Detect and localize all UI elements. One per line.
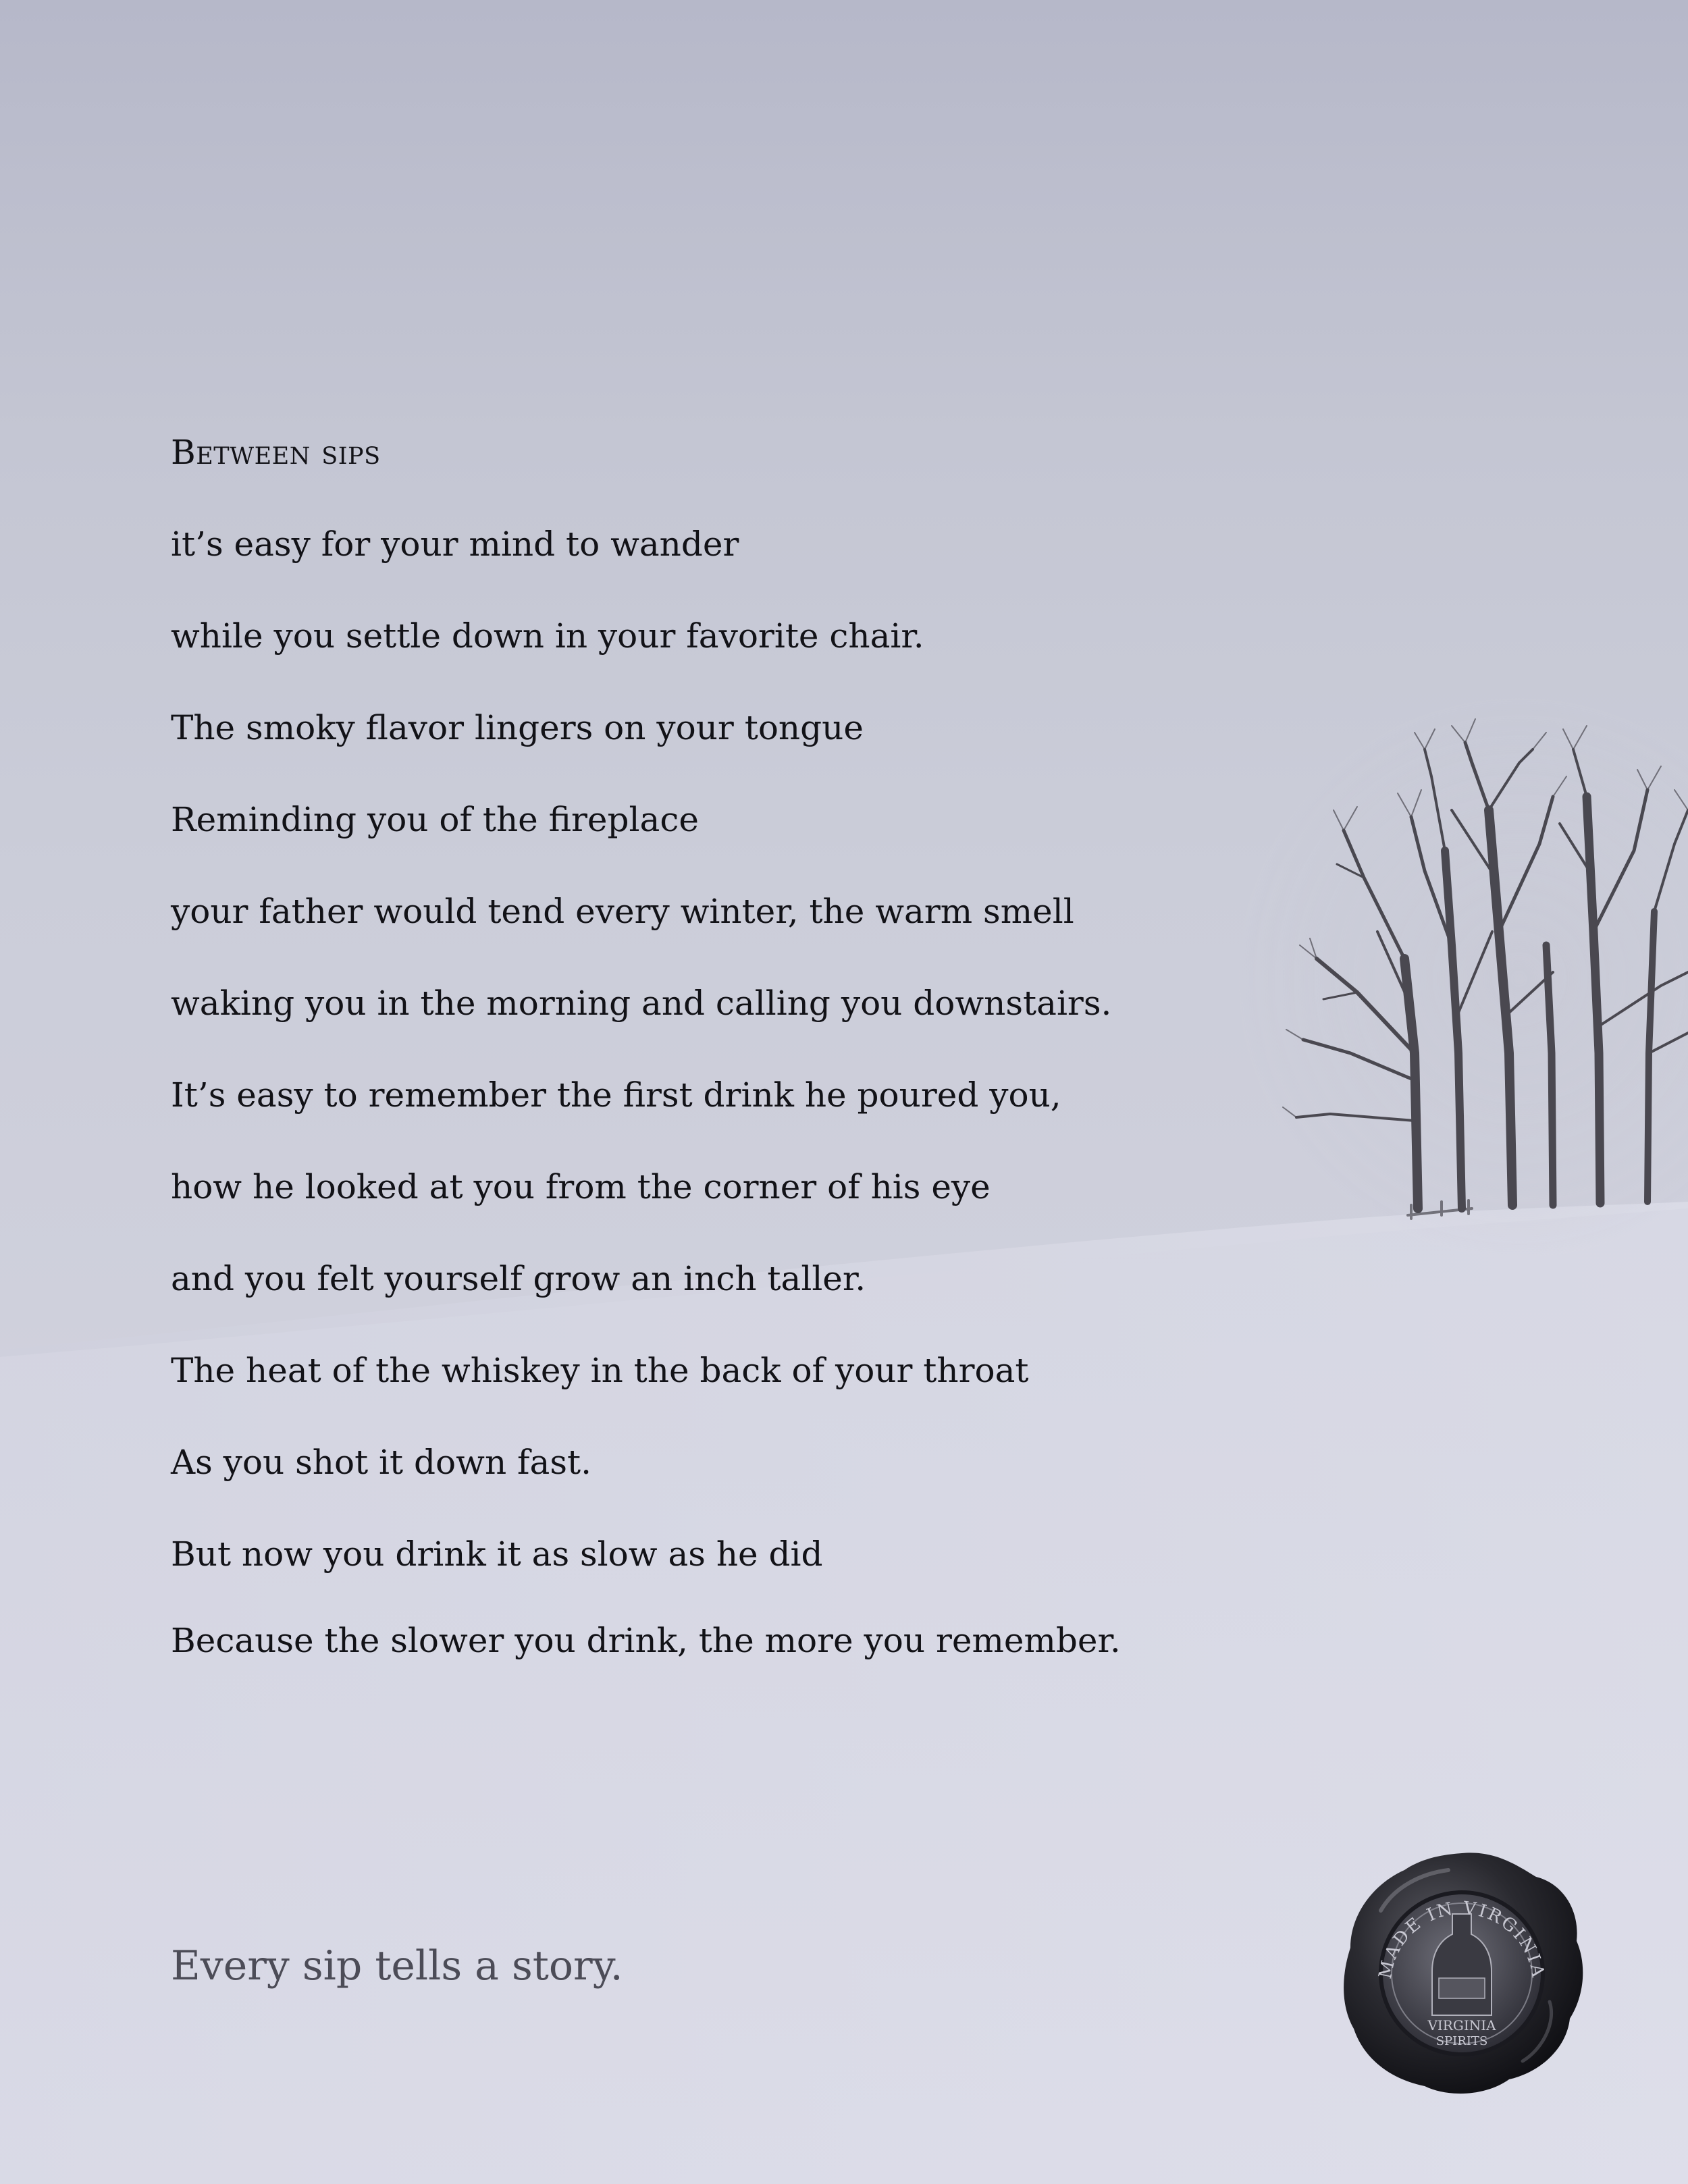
seal-bottom-line-1: VIRGINIA bbox=[1427, 2017, 1496, 2033]
winter-trees-icon bbox=[1236, 695, 1688, 1262]
poem-line: Reminding you of the fireplace bbox=[171, 800, 699, 839]
wax-seal-icon bbox=[1334, 1846, 1590, 2103]
poem-line: The smoky flavor lingers on your tongue bbox=[171, 708, 864, 747]
poem-lines bbox=[171, 524, 1251, 1661]
seal-bottom-line-2: SPIRITS bbox=[1435, 2034, 1488, 2048]
seal-arc-text: MADE IN VIRGINIA bbox=[1375, 1898, 1548, 1981]
poem-title: Between sips bbox=[171, 433, 381, 472]
poem-line: waking you in the morning and calling you downstairs. bbox=[171, 984, 1112, 1023]
tagline: Every sip tells a story. bbox=[171, 1942, 623, 1990]
poem-line: The heat of the whiskey in the back of your throat bbox=[171, 1351, 1029, 1390]
poem-line: how he looked at you from the corner of his eye bbox=[171, 1167, 991, 1206]
poem-line: It’s easy to remember the first drink he poured you, bbox=[171, 1075, 1061, 1115]
poem-line: it’s easy for your mind to wander bbox=[171, 525, 739, 564]
poem-line: your father would tend every winter, the warm smell bbox=[171, 892, 1074, 931]
poem-line: while you settle down in your favorite chair. bbox=[171, 616, 924, 656]
poem-line: But now you drink it as slow as he did bbox=[171, 1535, 823, 1574]
poem-line: Because the slower you drink, the more you remember. bbox=[171, 1621, 1121, 1660]
poem bbox=[171, 432, 1251, 1661]
poem-line: and you felt yourself grow an inch taller. bbox=[171, 1259, 866, 1298]
poem-line: As you shot it down fast. bbox=[171, 1443, 591, 1482]
